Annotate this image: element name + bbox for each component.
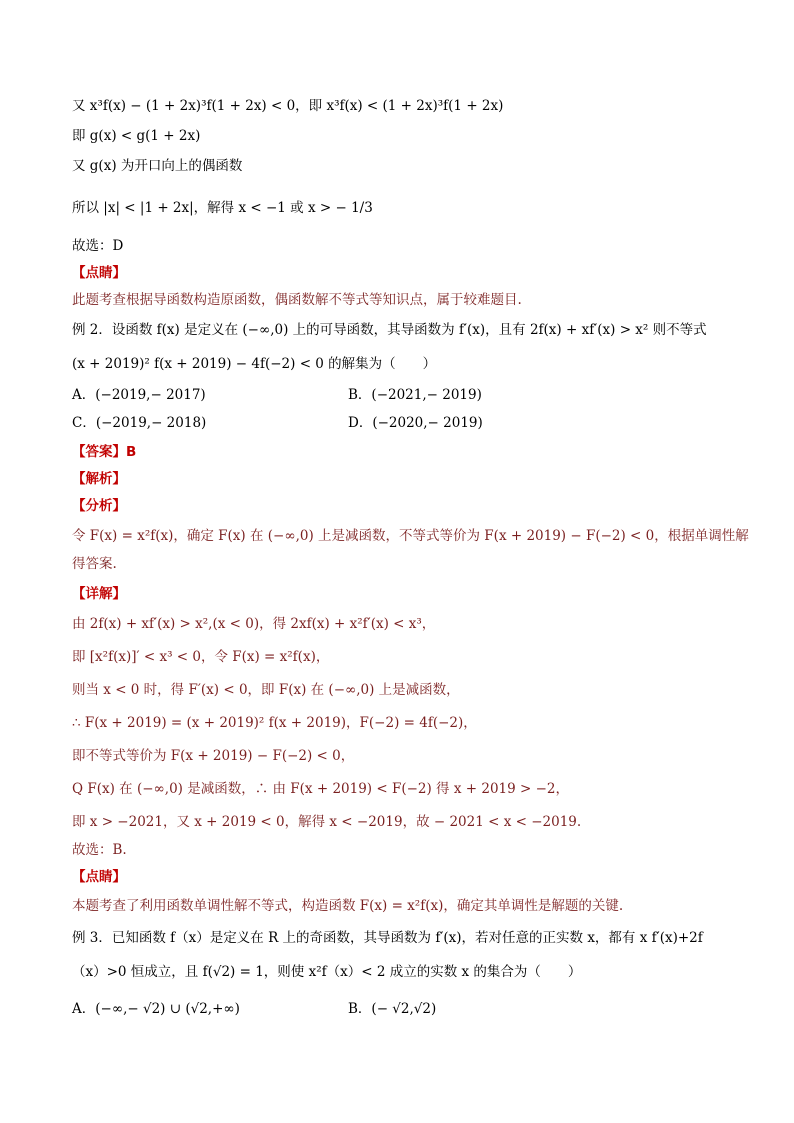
text-line: 得答案. <box>72 556 117 572</box>
option-value: (− √2,√2) <box>371 1001 437 1017</box>
text-line: 此题考查根据导函数构造原函数，偶函数解不等式等知识点，属于较难题目. <box>72 292 522 308</box>
option-label: B． <box>348 387 372 403</box>
text-line: Q F(x) 在 (−∞,0) 是减函数，∴ 由 F(x + 2019) < F(−2) 得 x + 2019 > −2， <box>72 781 570 797</box>
option-label: C． <box>72 415 96 431</box>
text-line: 即 g(x) < g(1 + 2x) <box>72 128 201 144</box>
option-b <box>348 385 482 405</box>
option-value: (−2021,− 2019) <box>371 387 482 403</box>
section-heading: 【详解】 <box>72 586 126 602</box>
section-heading: 【点睛】 <box>72 265 126 281</box>
section-heading: 【解析】 <box>72 471 126 487</box>
text-line: 则当 x < 0 时，得 F′(x) < 0，即 F(x) 在 (−∞,0) 上是减函数， <box>72 682 460 698</box>
option-d <box>348 413 483 433</box>
text-line: 由 2f(x) + xf′(x) > x²,(x < 0)，得 2xf(x) + x²f′(x) < x³， <box>72 616 436 632</box>
question-text: （x）>0 恒成立，且 f(√2) = 1，则使 x²f（x）< 2 成立的实数 x 的集合为（ ） <box>72 964 582 980</box>
question-text: 例 2．设函数 f(x) 是定义在 (−∞,0) 上的可导函数，其导函数为 f′(x)，且有 2f(x) + xf′(x) > x² 则不等式 <box>72 322 707 338</box>
option-c <box>72 413 206 433</box>
text-line: 故选：D <box>72 238 124 254</box>
text-line: 又 x³f(x) − (1 + 2x)³f(1 + 2x) < 0，即 x³f(x) < (1 + 2x)³f(1 + 2x) <box>72 98 504 114</box>
option-value: (−2019,− 2018) <box>95 415 207 431</box>
option-value: (−2019,− 2017) <box>95 387 206 403</box>
section-heading: 【分析】 <box>72 498 126 514</box>
option-value: (−∞,− √2) ∪ (√2,+∞) <box>95 1001 240 1017</box>
option-label: D． <box>348 415 373 431</box>
text-line: 即 [x²f(x)]′ < x³ < 0，令 F(x) = x²f(x)， <box>72 649 330 665</box>
text-line: 即不等式等价为 F(x + 2019) − F(−2) < 0， <box>72 748 355 764</box>
text-line: ∴ F(x + 2019) = (x + 2019)² f(x + 2019)，F(−2) = 4f(−2)， <box>72 715 477 731</box>
option-a <box>72 999 240 1019</box>
text-line: 又 g(x) 为开口向上的偶函数 <box>72 158 243 174</box>
text-line: 即 x > −2021，又 x + 2019 < 0，解得 x < −2019，故 − 2021 < x < −2019. <box>72 814 582 830</box>
text-line: 本题考查了利用函数单调性解不等式，构造函数 F(x) = x²f(x)，确定其单调性是解题的关键. <box>72 898 624 914</box>
option-label: A． <box>72 387 96 403</box>
question-text: 例 3．已知函数 f（x）是定义在 R 上的奇函数，其导函数为 f′(x)，若对任意的正实数 x，都有 x f′(x)+2f <box>72 930 703 946</box>
option-label: B． <box>348 1001 372 1017</box>
option-b <box>348 999 436 1019</box>
option-a <box>72 385 206 405</box>
text-line: 令 F(x) = x²f(x)，确定 F(x) 在 (−∞,0) 上是减函数，不等式等价为 F(x + 2019) − F(−2) < 0，根据单调性解 <box>72 528 749 544</box>
answer-heading: 【答案】B <box>72 444 137 460</box>
text-line: 所以 |x| < |1 + 2x|，解得 x < −1 或 x > − 1/3 <box>72 200 373 216</box>
option-value: (−2020,− 2019) <box>372 415 483 431</box>
section-heading: 【点睛】 <box>72 869 126 885</box>
option-label: A． <box>72 1001 96 1017</box>
question-text: (x + 2019)² f(x + 2019) − 4f(−2) < 0 的解集为（ ） <box>72 356 437 372</box>
text-line: 故选：B. <box>72 842 127 858</box>
